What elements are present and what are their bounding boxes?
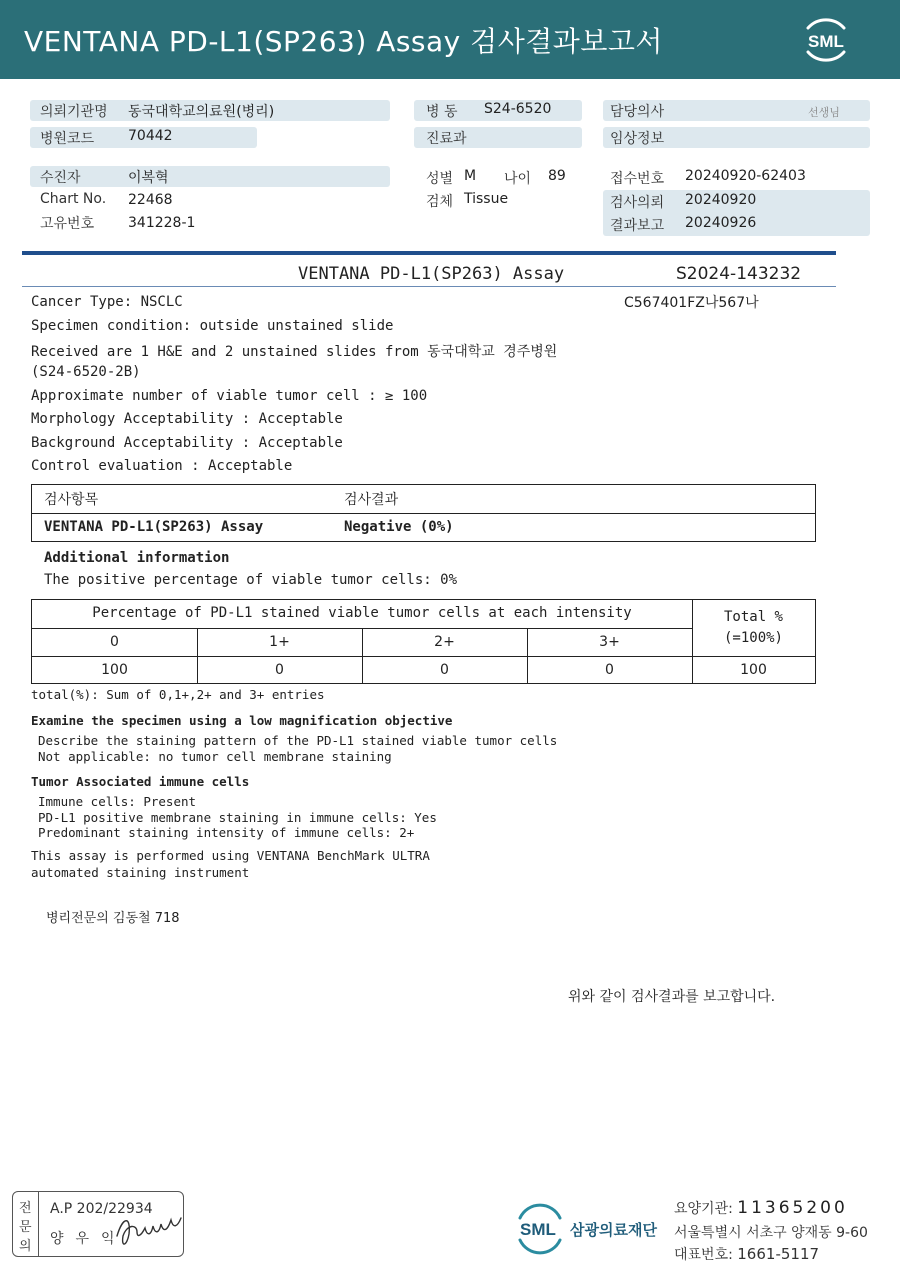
assay-note-line: This assay is performed using VENTANA BenchMark ULTRA [31, 848, 430, 863]
intensity-value: 0 [440, 662, 449, 678]
examine-line: Describe the staining pattern of the PD-L1 stained viable tumor cells [38, 733, 558, 748]
chart-value: 22468 [128, 192, 173, 208]
intensity-value: 0 [605, 662, 614, 678]
patient-label: 수진자 [40, 170, 81, 186]
assay-title: VENTANA PD-L1(SP263) Assay [298, 264, 565, 284]
receipt-label: 접수번호 [610, 171, 665, 187]
result-item: VENTANA PD-L1(SP263) Assay [44, 519, 264, 535]
signature-icon [113, 1206, 183, 1252]
stamp-char: 전 [19, 1201, 32, 1216]
unique-label: 고유번호 [40, 216, 95, 232]
stamp-char: 문 [19, 1220, 32, 1235]
assay-note-line: automated staining instrument [31, 865, 250, 880]
report-line: Received are 1 H&E and 2 unstained slides from 동국대학교 경주병원 [31, 344, 558, 360]
report-value: 20240926 [685, 215, 757, 231]
footer-phone [674, 1244, 819, 1264]
additional-text: The positive percentage of viable tumor cells: 0% [44, 572, 458, 588]
report-line: Cancer Type: NSCLC [31, 294, 183, 310]
institution-label: 의뢰기관명 [40, 104, 108, 120]
intensity-header: Percentage of PD-L1 stained viable tumor cells at each intensity [92, 605, 632, 621]
report-number: S2024-143232 [676, 264, 802, 284]
specialist-stamp [12, 1191, 184, 1257]
footer-code-value: 11365200 [737, 1198, 848, 1218]
intensity-value: 100 [101, 662, 128, 678]
receipt-value: 20240920-62403 [685, 168, 806, 184]
result-col-item: 검사항목 [44, 492, 99, 508]
clinical-label: 임상정보 [610, 131, 665, 147]
patient-value: 이복혁 [128, 170, 169, 186]
immune-line: Predominant staining intensity of immune cells: 2+ [38, 825, 415, 840]
report-line: Approximate number of viable tumor cell : ≥ 100 [31, 388, 428, 404]
result-table-divider [32, 513, 815, 514]
footer-code-label: 요양기관: [674, 1201, 738, 1217]
result-col-result: 검사결과 [344, 492, 399, 508]
title-rule-thick [22, 251, 836, 255]
request-value: 20240920 [685, 192, 757, 208]
report-line: (S24-6520-2B) [31, 364, 141, 380]
stamp-name: 양우익 [50, 1231, 127, 1247]
footer-logo-text: SML [520, 1220, 556, 1239]
intensity-level: 1+ [269, 634, 290, 650]
examine-line: Not applicable: no tumor cell membrane staining [38, 749, 392, 764]
hospital-code-value: 70442 [128, 128, 173, 144]
logo-text: SML [808, 32, 844, 51]
ward-label: 병 동 [426, 104, 458, 120]
stamp-char: 의 [19, 1239, 32, 1254]
title-rule-thin [22, 286, 836, 287]
chart-label: Chart No. [40, 191, 107, 207]
report-line: Background Acceptability : Acceptable [31, 435, 343, 451]
intensity-total-value: 100 [740, 662, 767, 678]
intensity-table [31, 599, 816, 684]
pathologist: 병리전문의 김동철 718 [46, 911, 180, 926]
additional-title: Additional information [44, 550, 230, 566]
footer-sml-logo-icon [510, 1200, 570, 1256]
dept-label: 진료과 [426, 131, 467, 147]
ward-value: S24-6520 [484, 101, 552, 117]
intensity-level: 0 [110, 634, 119, 650]
intensity-total-label: (=100%) [723, 630, 783, 646]
footer-org: 삼광의료재단 [570, 1221, 657, 1239]
intensity-row-divider [32, 656, 815, 657]
code-ref: C567401FZ나567나 [624, 295, 759, 311]
unique-value: 341228-1 [128, 215, 196, 231]
result-value: Negative (0%) [344, 519, 454, 535]
specimen-value: Tissue [464, 191, 509, 207]
immune-title: Tumor Associated immune cells [31, 774, 250, 789]
footer-address: 서울특별시 서초구 양재동 9-60 [674, 1225, 868, 1241]
footer-code [674, 1198, 848, 1218]
sml-logo-icon [798, 12, 854, 68]
report-line: Morphology Acceptability : Acceptable [31, 411, 343, 427]
intensity-total-label: Total % [723, 609, 783, 625]
intensity-level: 3+ [599, 634, 620, 650]
intensity-level: 2+ [434, 634, 455, 650]
examine-title: Examine the specimen using a low magnification objective [31, 713, 453, 728]
closing-statement: 위와 같이 검사결과를 보고합니다. [568, 989, 776, 1005]
intensity-note: total(%): Sum of 0,1+,2+ and 3+ entries [31, 687, 325, 702]
page-title: VENTANA PD-L1(SP263) Assay 검사결과보고서 [24, 25, 663, 58]
stamp-ap-number: A.P 202/22934 [50, 1201, 153, 1217]
specimen-label: 검체 [426, 194, 454, 210]
age-label: 나이 [504, 171, 532, 187]
stamp-side [13, 1192, 39, 1256]
doctor-label: 담당의사 [610, 104, 665, 120]
doctor-suffix: 선생님 [808, 106, 840, 119]
report-label: 결과보고 [610, 218, 665, 234]
sex-label: 성별 [426, 171, 454, 187]
request-label: 검사의뢰 [610, 195, 665, 211]
intensity-value: 0 [275, 662, 284, 678]
immune-line: Immune cells: Present [38, 794, 197, 809]
result-table [31, 484, 816, 542]
patient-row [30, 166, 390, 187]
hospital-code-label: 병원코드 [40, 131, 95, 147]
report-header [0, 0, 900, 79]
report-line: Specimen condition: outside unstained slide [31, 318, 394, 334]
footer-phone-label: 대표번호: [674, 1247, 738, 1263]
footer-phone-value: 1661-5117 [737, 1245, 820, 1263]
institution-value: 동국대학교의료원(병리) [128, 104, 275, 120]
report-line: Control evaluation : Acceptable [31, 458, 293, 474]
age-value: 89 [548, 168, 566, 184]
immune-line: PD-L1 positive membrane staining in immune cells: Yes [38, 810, 437, 825]
sex-value: M [464, 168, 477, 184]
